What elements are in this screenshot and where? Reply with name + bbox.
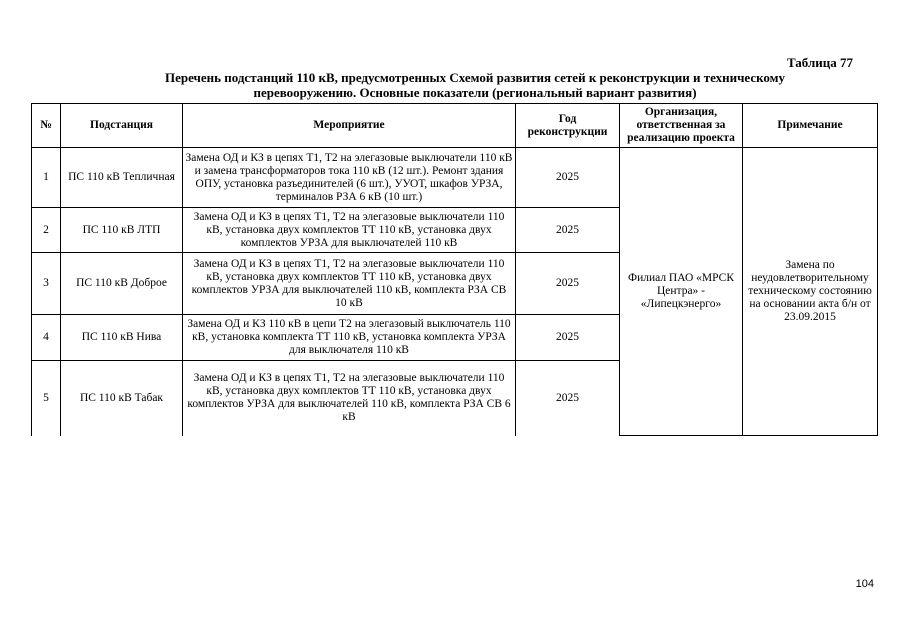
row-year: 2025 xyxy=(516,315,620,361)
table-title: Перечень подстанций 110 кВ, предусмотренных Схемой развития сетей к реконструкции и техническому перевооружению. Основные показатели (региональный вариант развития) xyxy=(164,70,786,100)
row-substation: ПС 110 кВ Тепличная xyxy=(61,148,183,208)
row-num: 4 xyxy=(32,315,61,361)
row-measure: Замена ОД и КЗ в цепях Т1, Т2 на элегазовые выключатели 110 кВ, установка двух комплектов ТТ 110 кВ, установка двух комплектов УРЗА для выключателей 110 кВ, комплекта РЗА СВ 10 кВ xyxy=(183,253,516,315)
row-year: 2025 xyxy=(516,208,620,253)
row-substation: ПС 110 кВ Табак xyxy=(61,361,183,436)
row-measure: Замена ОД и КЗ 110 кВ в цепи Т2 на элегазовый выключатель 110 кВ, установка комплекта ТТ 110 кВ, установка комплекта УРЗА для выключателя 110 кВ xyxy=(183,315,516,361)
page-number: 104 xyxy=(855,578,874,590)
row-num: 3 xyxy=(32,253,61,315)
header-note: Примечание xyxy=(743,104,878,148)
header-org: Организация, ответственная за реализацию проекта xyxy=(620,104,743,148)
table-row xyxy=(32,148,878,208)
org-cell: Филиал ПАО «МРСК Центра» - «Липецкэнерго» xyxy=(620,148,743,436)
row-year: 2025 xyxy=(516,253,620,315)
table-header-row xyxy=(32,104,878,148)
note-cell: Замена по неудовлетворительному техническому состоянию на основании акта б/н от 23.09.2015 xyxy=(743,148,878,436)
row-year: 2025 xyxy=(516,148,620,208)
header-substation: Подстанция xyxy=(61,104,183,148)
header-year: Год реконструкции xyxy=(516,104,620,148)
row-measure: Замена ОД и КЗ в цепях Т1, Т2 на элегазовые выключатели 110 кВ и замена трансформаторов тока 110 кВ (12 шт.). Ремонт здания ОПУ, установка разъединителей (6 шт.), УУОТ, шкафов УРЗА, терминалов РЗА 6 кВ (10 шт.) xyxy=(183,148,516,208)
header-num: № xyxy=(32,104,61,148)
row-year: 2025 xyxy=(516,361,620,436)
row-substation: ПС 110 кВ ЛТП xyxy=(61,208,183,253)
substations-table xyxy=(31,103,878,436)
table-caption: Таблица 77 xyxy=(786,55,853,70)
row-num: 1 xyxy=(32,148,61,208)
row-num: 5 xyxy=(32,361,61,436)
row-substation: ПС 110 кВ Нива xyxy=(61,315,183,361)
row-substation: ПС 110 кВ Доброе xyxy=(61,253,183,315)
header-measure: Мероприятие xyxy=(183,104,516,148)
row-num: 2 xyxy=(32,208,61,253)
row-measure: Замена ОД и КЗ в цепях Т1, Т2 на элегазовые выключатели 110 кВ, установка двух комплектов ТТ 110 кВ, установка двух комплектов УРЗА для выключателей 110 кВ xyxy=(183,208,516,253)
row-measure: Замена ОД и КЗ в цепях Т1, Т2 на элегазовые выключатели 110 кВ, установка двух комплектов ТТ 110 кВ, установка двух комплектов УРЗА для выключателей 110 кВ, комплекта РЗА СВ 6 кВ xyxy=(183,361,516,436)
